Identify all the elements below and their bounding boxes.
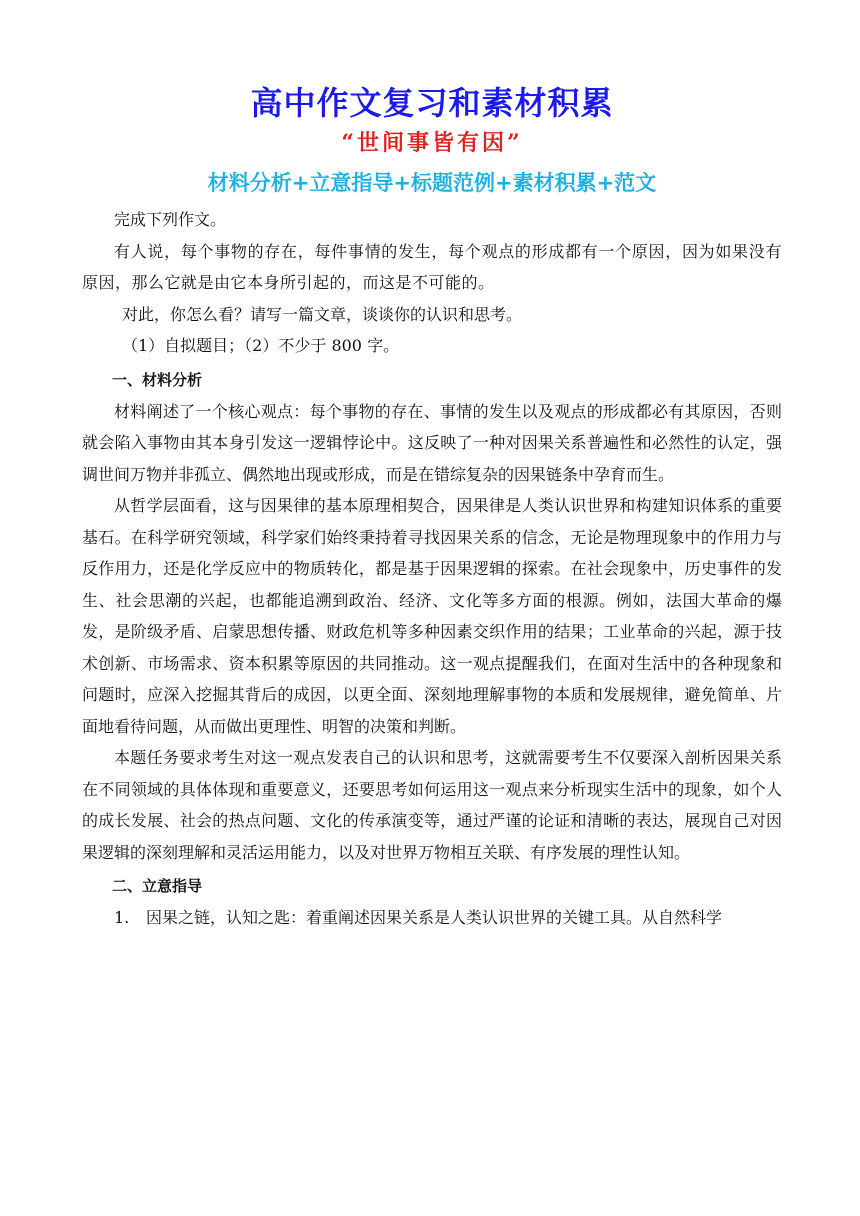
analysis-paragraph: 材料阐述了一个核心观点：每个事物的存在、事情的发生以及观点的形成都必有其原因，否则就会陷入事物由其本身引发这一逻辑悖论中。这反映了一种对因果关系普遍性和必然性的认定，强调世间万物并非孤立、偶然地出现或形成，而是在错综复杂的因果链条中孕育而生。 <box>82 401 782 484</box>
document-content <box>82 80 782 934</box>
list-item-number: 1. <box>114 908 130 927</box>
document-title: 高中作文复习和素材积累 <box>250 84 614 122</box>
prompt-intro: 完成下列作文。 <box>114 210 227 229</box>
list-item-text: 因果之链，认知之匙：着重阐述因果关系是人类认识世界的关键工具。从自然科学 <box>146 908 723 927</box>
analysis-paragraph: 从哲学层面看，这与因果律的基本原理相契合，因果律是人类认识世界和构建知识体系的重要基石。在科学研究领域，科学家们始终秉持着寻找因果关系的信念，无论是物理现象中的作用力与反作用力，还是化学反应中的物质转化，都是基于因果逻辑的探索。在社会现象中，历史事件的发生、社会思潮的兴起，也都能追溯到政治、经济、文化等多方面的根源。例如，法国大革命的爆发，是阶级矛盾、启蒙思想传播、财政危机等多种因素交织作用的结果；工业革命的兴起，源于技术创新、市场需求、资本积累等原因的共同推动。这一观点提醒我们，在面对生活中的各种现象和问题时，应深入挖掘其背后的成因，以更全面、深刻地理解事物的本质和发展规律，避免简单、片面地看待问题，从而做出更理性、明智的决策和判断。 <box>82 496 782 736</box>
document-section-list: 材料分析+立意指导+标题范例+素材积累+范文 <box>207 171 657 195</box>
list-item <box>82 902 782 934</box>
section-heading-material-analysis: 一、材料分析 <box>112 370 203 389</box>
document-subtitle: “世间事皆有因” <box>341 130 523 156</box>
section-heading-theme-guidance: 二、立意指导 <box>112 877 203 895</box>
analysis-paragraph: 本题任务要求考生对这一观点发表自己的认识和思考，这就需要考生不仅要深入剖析因果关系在不同领域的具体体现和重要意义，还要思考如何运用这一观点来分析现实生活中的现象，如个人的成长发展、社会的热点问题、文化的传承演变等，通过严谨的论证和清晰的表达，展现自己对因果逻辑的深刻理解和灵活运用能力，以及对世界万物相互关联、有序发展的理性认知。 <box>82 748 782 862</box>
prompt-question: 对此，你怎么看？请写一篇文章，谈谈你的认识和思考。 <box>122 304 523 324</box>
prompt-requirements: （1）自拟题目；（2）不少于 800 字。 <box>122 336 400 355</box>
prompt-material: 有人说，每个事物的存在，每件事情的发生，每个观点的形成都有一个原因，因为如果没有原因，那么它就是由它本身所引起的，而这是不可能的。 <box>82 241 782 292</box>
